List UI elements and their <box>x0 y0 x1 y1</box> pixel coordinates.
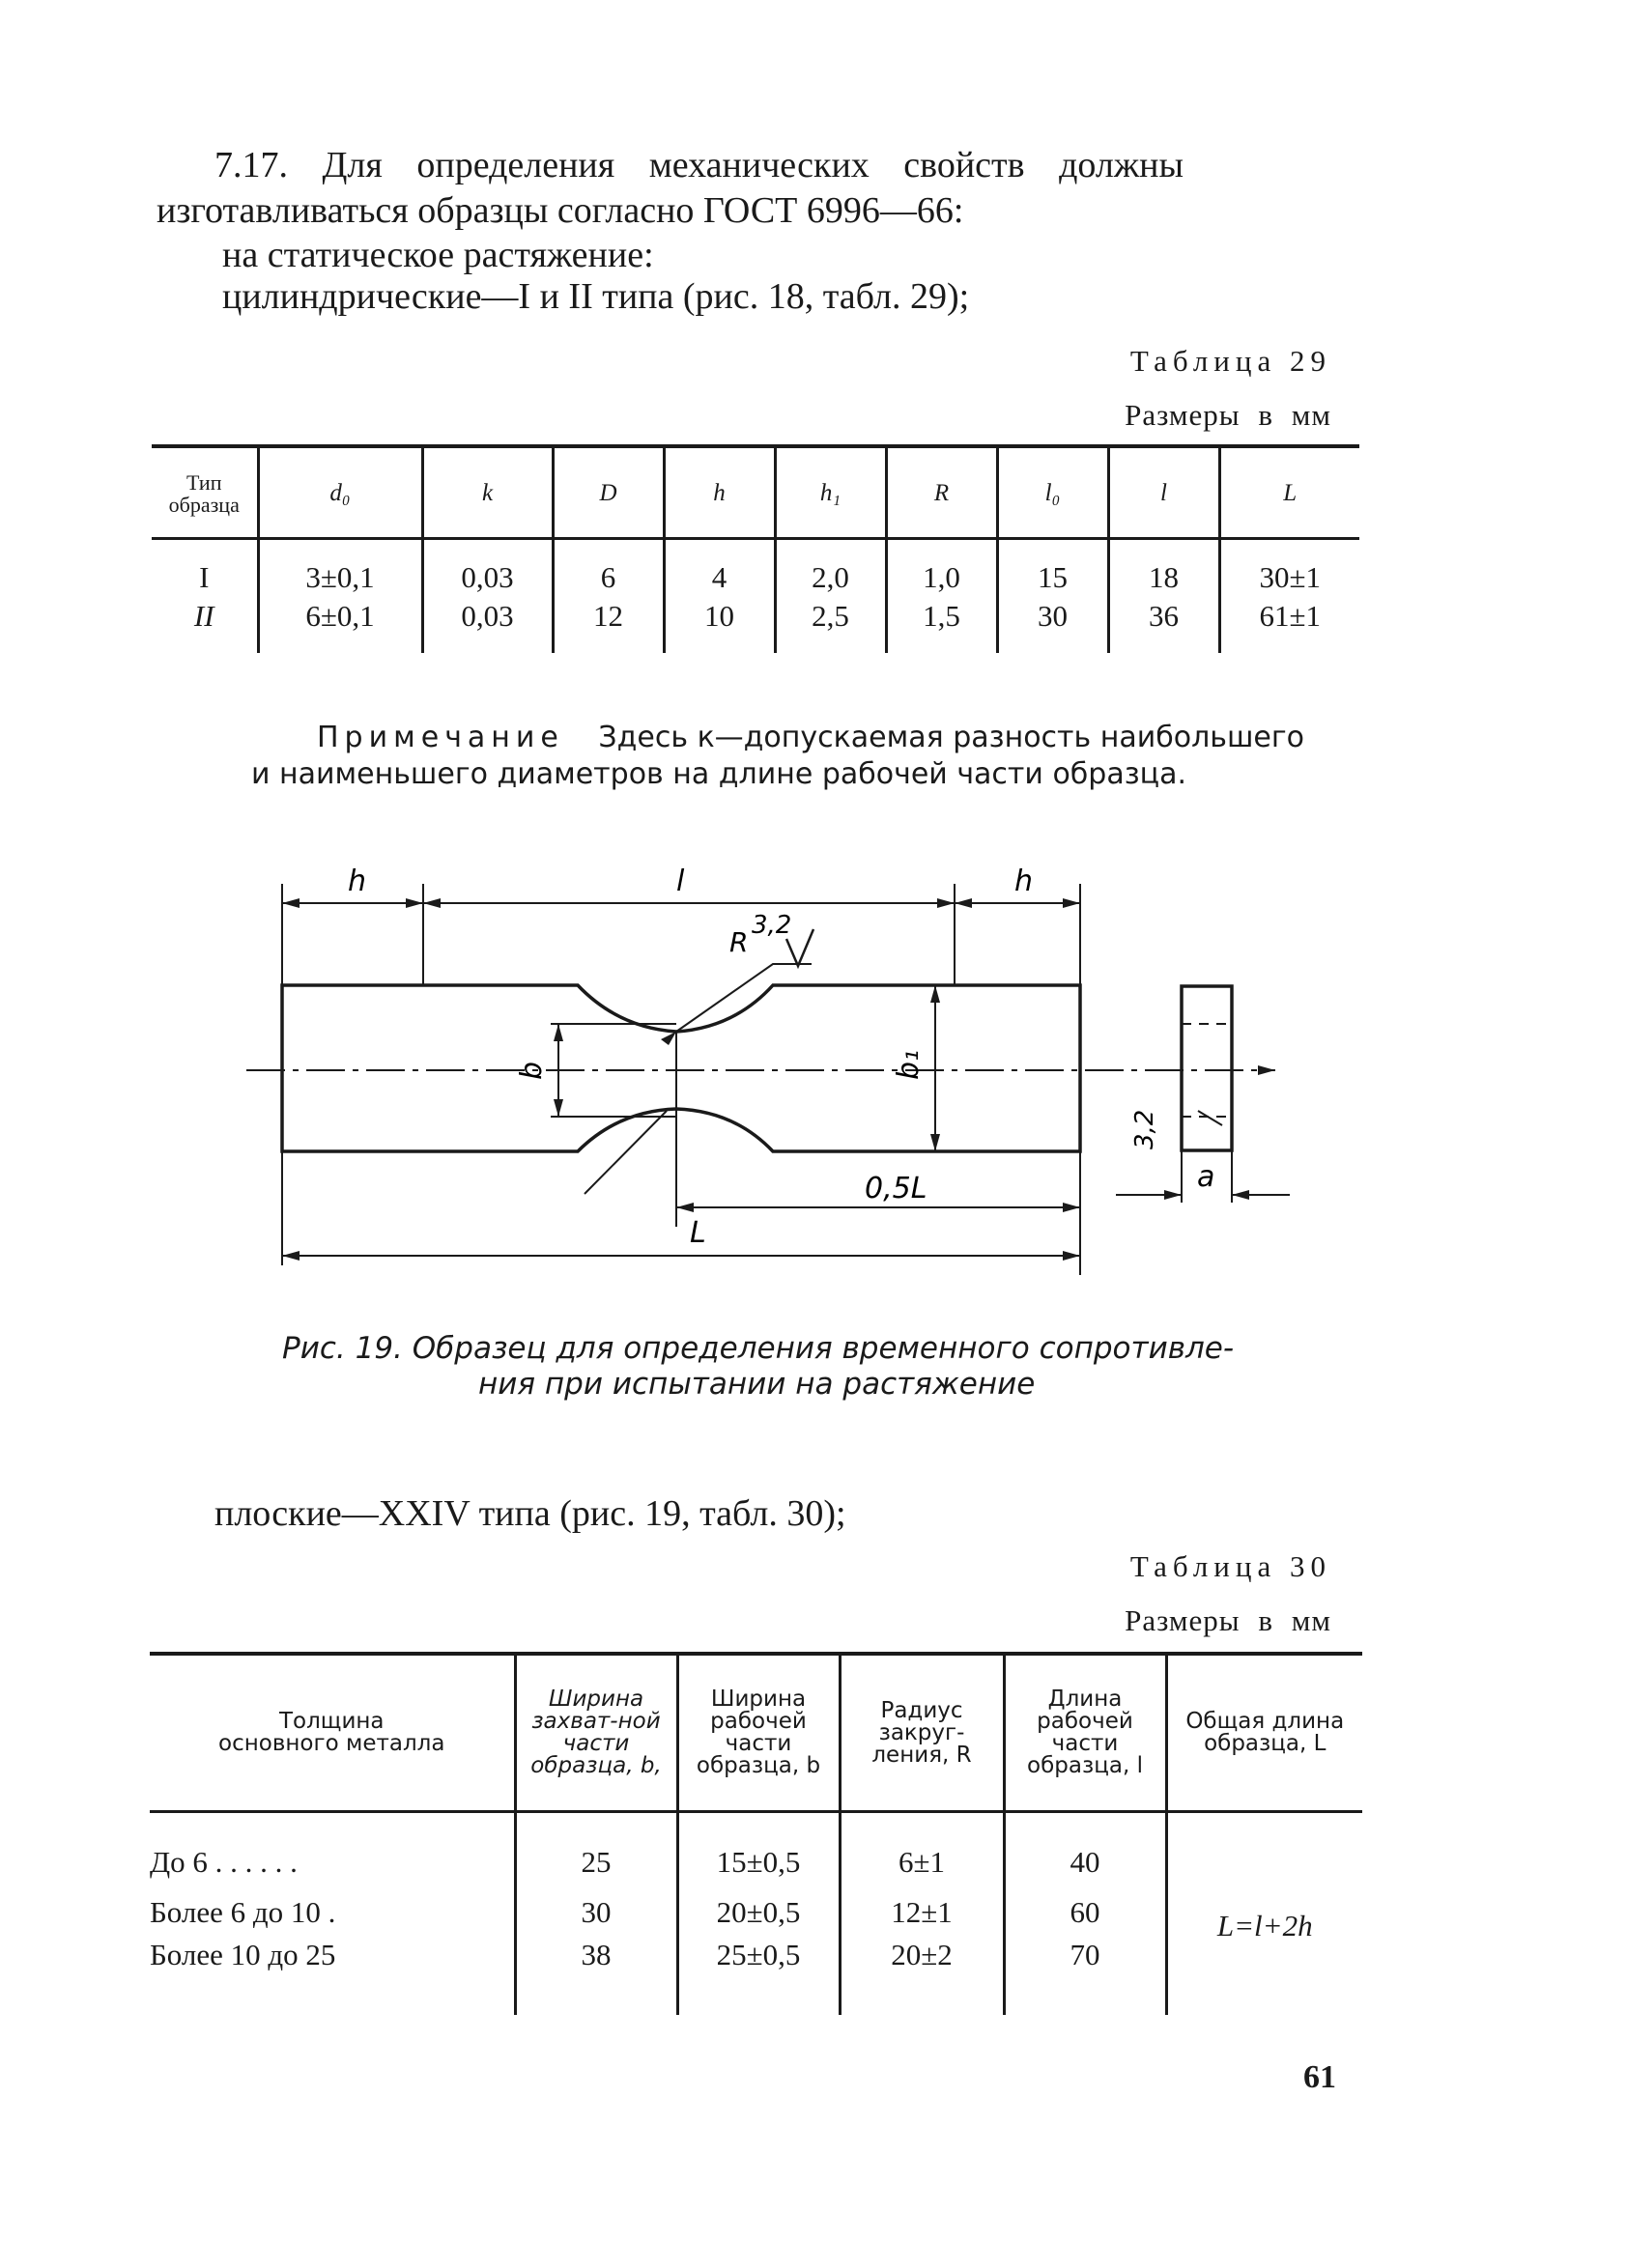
table29-header-row <box>152 448 1359 539</box>
note-line-1 <box>317 720 1304 755</box>
table-cell: 4 <box>664 539 775 595</box>
table-cell: 70 <box>1004 1938 1166 2015</box>
label-half-L: 0,5L <box>865 1172 927 1205</box>
table-row <box>152 539 1359 595</box>
flat-specimens-line: плоские—XXIV типа (рис. 19, табл. 30); <box>214 1493 846 1534</box>
table-cell: I <box>199 560 210 594</box>
table-cell: 20±2 <box>840 1938 1004 2015</box>
table29-header-D: D <box>553 448 664 539</box>
label-h-right: h <box>1014 865 1034 898</box>
table-cell: 12 <box>553 595 664 653</box>
table-row <box>152 595 1359 653</box>
table29-header-L: L <box>1219 448 1359 539</box>
label-b: b <box>515 1061 549 1080</box>
table30-header-row <box>150 1656 1362 1810</box>
table-cell: 38 <box>515 1938 677 2015</box>
page-number: 61 <box>1303 2059 1336 2095</box>
label-roughness-top: 3,2 <box>752 911 792 940</box>
table-cell: 30±1 <box>1219 539 1359 595</box>
table30-header-work-length: Длина рабочей части образца, l <box>1004 1656 1166 1810</box>
note-label: Примечание <box>317 721 564 754</box>
table-cell: Более 6 до 10 . <box>150 1895 336 1929</box>
figure-caption-line-2: ния при испытании на растяжение <box>478 1367 1036 1402</box>
table-cell: 6 <box>553 539 664 595</box>
table-cell: 6±0,1 <box>258 595 422 653</box>
label-l-top: l <box>676 865 685 898</box>
table-cell: 40 <box>1004 1810 1166 1887</box>
table-cell: 25 <box>515 1810 677 1887</box>
table30-header-grip-width: Ширина захват-ной части образца, b, <box>515 1656 677 1810</box>
table-cell: 6±1 <box>840 1810 1004 1887</box>
table-cell: 60 <box>1004 1887 1166 1938</box>
table29-label: Таблица 29 <box>1129 344 1331 378</box>
note-text-1: Здесь к—допускаемая разность наибольшего <box>598 721 1304 754</box>
table-cell: 3±0,1 <box>258 539 422 595</box>
intro-line-1: 7.17. Для определения механических свойств должны <box>214 145 1184 185</box>
table-cell: 12±1 <box>840 1887 1004 1938</box>
table30-header-radius: Радиус закруг-ления, R <box>840 1656 1004 1810</box>
note-line-2: и наименьшего диаметров на длине рабочей части образца. <box>251 757 1187 791</box>
table-cell: Более 10 до 25 <box>150 1938 336 1971</box>
figure-specimen-drawing <box>232 850 1304 1275</box>
table-cell: 25±0,5 <box>677 1938 840 2015</box>
table-cell: II <box>193 599 214 633</box>
table29-header-h: h <box>664 448 775 539</box>
table-cell: 15±0,5 <box>677 1810 840 1887</box>
table-row <box>150 1810 1362 1887</box>
table-cell: 20±0,5 <box>677 1887 840 1938</box>
table29-header-d0: d₀ <box>258 448 422 539</box>
table30-header-thickness: Толщина основного металла <box>218 1709 445 1756</box>
label-h-left: h <box>348 865 367 898</box>
intro-line-2: изготавливаться образцы согласно ГОСТ 6996—66: <box>157 190 964 231</box>
figure-caption-line-1: Рис. 19. Образец для определения временного сопротивле- <box>282 1331 1235 1366</box>
table29-header-l: l <box>1108 448 1219 539</box>
table-cell: 30 <box>997 595 1108 653</box>
table-cell: 0,03 <box>422 539 553 595</box>
table-cell: 36 <box>1108 595 1219 653</box>
table29 <box>152 448 1359 653</box>
label-L: L <box>690 1216 706 1250</box>
table-cell: 15 <box>997 539 1108 595</box>
table29-header-l0: l₀ <box>997 448 1108 539</box>
label-radius: R <box>729 926 749 958</box>
table-cell: 1,5 <box>886 595 997 653</box>
table-cell: 1,0 <box>886 539 997 595</box>
table-cell: 18 <box>1108 539 1219 595</box>
table30-units: Размеры в мм <box>1125 1603 1331 1637</box>
table-cell: 30 <box>515 1887 677 1938</box>
table30-header-total-length: Общая длина образца, L <box>1166 1656 1362 1810</box>
table-cell: 10 <box>664 595 775 653</box>
table-cell: 2,5 <box>775 595 886 653</box>
table29-header-k: k <box>422 448 553 539</box>
table29-units: Размеры в мм <box>1125 398 1331 432</box>
table-cell: 0,03 <box>422 595 553 653</box>
table30 <box>150 1656 1362 2015</box>
table30-label: Таблица 30 <box>1129 1549 1331 1583</box>
table29-header-type: Тип образца <box>168 470 240 517</box>
table-cell: До 6 . . . . . . <box>150 1845 298 1879</box>
table30-header-work-width: Ширина рабочей части образца, b <box>677 1656 840 1810</box>
table29-header-h1: h₁ <box>775 448 886 539</box>
label-roughness-side: 3,2 <box>1130 1109 1159 1149</box>
label-b1: b₁ <box>892 1049 926 1080</box>
table-cell: 2,0 <box>775 539 886 595</box>
label-a: a <box>1197 1160 1215 1194</box>
table30-total-length-formula: L=l+2h <box>1166 1810 1362 2015</box>
intro-line-3: на статическое растяжение: <box>222 235 654 275</box>
intro-line-4: цилиндрические—I и II типа (рис. 18, табл. 29); <box>222 276 970 317</box>
table29-header-R: R <box>886 448 997 539</box>
table-cell: 61±1 <box>1219 595 1359 653</box>
